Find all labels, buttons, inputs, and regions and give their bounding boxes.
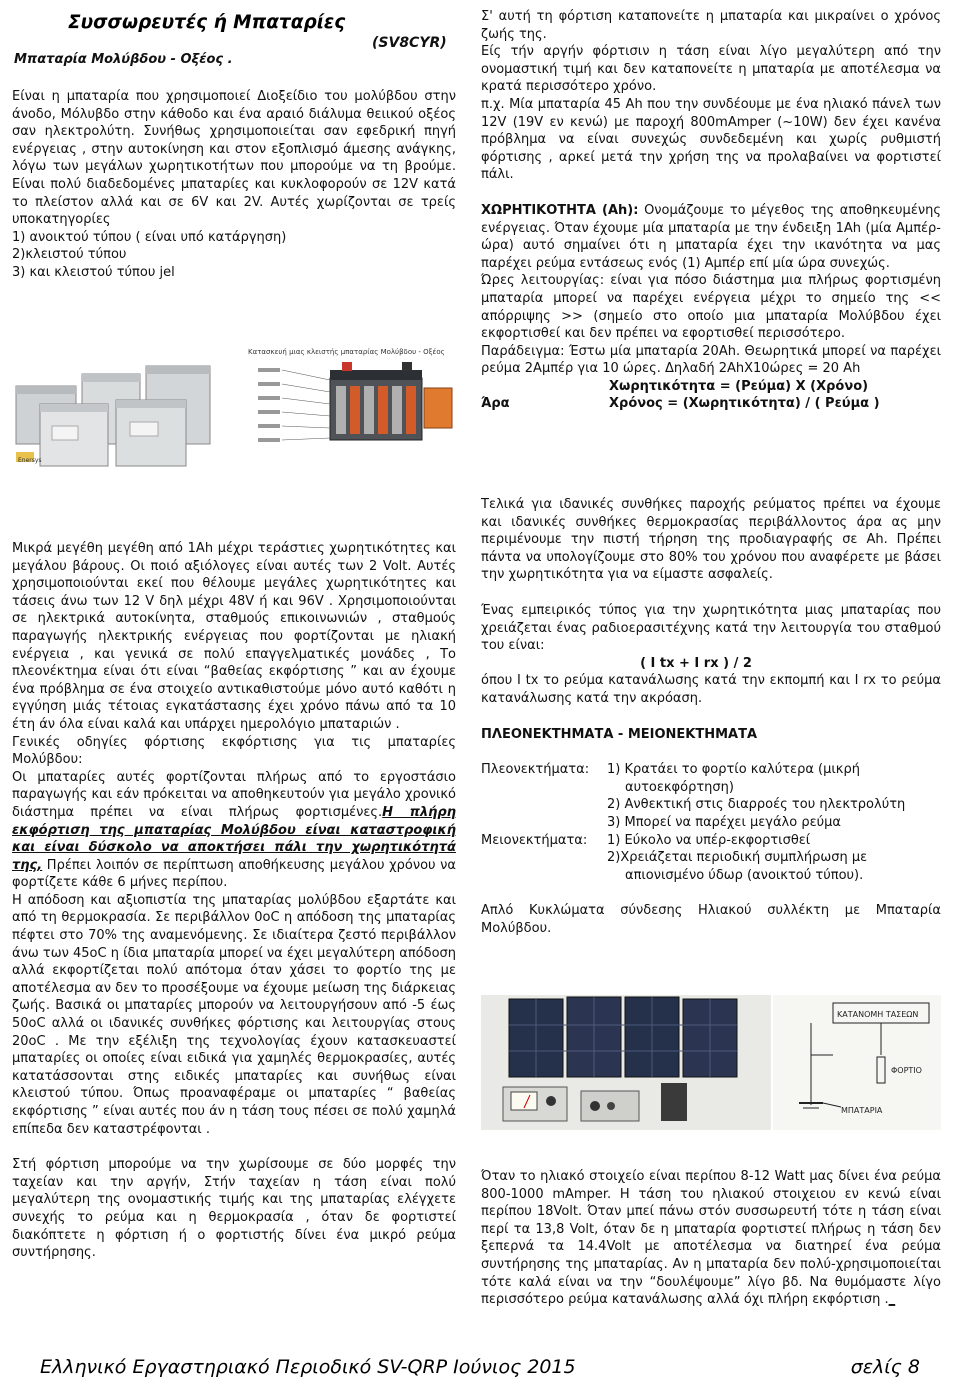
formula-legend: όπου I tx το ρεύμα κατανάλωσης κατά την εκπομπή και I rx το ρεύμα κατανάλωσης κατά την ακρόαση. (481, 673, 941, 706)
general-heading: Γενικές οδηγίες φόρτισης εκφόρτισης για τις μπαταρίες Μολύβδου: (12, 734, 456, 768)
page-number: σελίς 8 (850, 1356, 920, 1378)
ideal-conditions-paragraph: Τελικά για ιδανικές συνθήκες παροχής ρεύματος πρέπει να έχουμε και ιδανικές συνθήκες θερμοκρασίας περιβάλλοντος άρα ας μην περιμένουμε την πιστή τήρηση της προδιαγραφής σε Ah. Πρέπει πάντα να υπολογίζουμε στο 80% του χρόνου που αναφέρετε με βάσει την χωρητικότητα για να είμαστε ασφαλείς. (481, 497, 941, 583)
author-callsign: (SV8CYR) (372, 35, 447, 51)
pros-item: 3) Μπορεί να παρέχει μεγάλο ρεύμα (607, 814, 841, 830)
capacity-label: ΧΩΡΗΤΙΚΟΤΗΤΑ (Ah): (481, 202, 639, 218)
hours-paragraph: Ώρες λειτουργίας: είναι για πόσο διάστημα μια πλήρως φορτισμένη μπαταρία μπορεί να παρέχει ενέργεια μέχρι το σημείο της << απόρριψης >> (σημείο στο οποίο μια μπαταρία Μολύβδου έχει εκφορτισθεί και δεν πρέπει να εφορτισθεί περισσότερο. (481, 273, 941, 342)
pros-item: 2) Ανθεκτική στις διαρροές του ηλεκτρολύτη (607, 797, 906, 813)
time-formula: Χρόνος = (Χωρητικότητα) / ( Ρεύμα ) (609, 396, 880, 412)
example-solar-paragraph: π.χ. Μία μπαταρία 45 Ah που την συνδέουμε με ένα ηλιακό πάνελ των 12V (19V εν κενώ) με παροχή 800mAmper (~10W) δεν έχει κανένα πρόβλημα να είναι συνεχώς συνδεδεμένη και χωρίς ρυθμιστή φόρτισης , αρκεί μετά την χρήση της να προλαβαίνει να φορτιστεί πάλι. (481, 96, 941, 183)
pros-cons-heading: ΠΛΕΟΝΕΚΤΗΜΑΤΑ - ΜΕΙΟΝΕΚΤΗΜΑΤΑ (481, 726, 758, 742)
circuit-heading: Απλό Κυκλώματα σύνδεσης Ηλιακού συλλέκτη με Μπαταρία Μολύβδου. (481, 903, 941, 936)
solar-text: Όταν το ηλιακό στοιχείο είναι περίπου 8-12 Watt μας δίνει ένα ρεύμα 800-1000 mAmper. Η τάση του ηλιακού στοιχειου εν κενώ είναι περίπου 18Volt. Όταν μπεί πάνω στόν συσσωρευτή τότε η τάση είναι περί τα 13,8 Volt, όταν δε η μπαταρία φορτιστεί πλήρως η τάση δεν ξεπερνά τα 14.4Volt με αποτέλεσμα να διατηρεί ένα ρεύμα συντήρησης της μπαταρίας. Αν η μπαταρία δεν πολύ-χρησιμοποιείται τότε καλά είναι να την “δουλέψουμε” λίγο βδ. Να θυμόμαστε λίγο περισσότερο ρεύμα κατανάλωσης αλλά όχι πλήρη εκφόρτιση . (481, 1169, 941, 1308)
type-item: 1) ανοικτού τύπου ( είναι υπό κατάργηση) (12, 229, 287, 245)
type-item: 2)κλειστού τύπου (12, 247, 127, 263)
cons-item: απιονισμένο ύδωρ (ανοικτού τύπου). (625, 867, 864, 883)
pros-item: αυτοεκφόρτηση) (625, 779, 734, 795)
right-mid-block (481, 496, 941, 937)
current-formula: ( I tx + I rx ) / 2 (640, 655, 752, 671)
cons-item: 1) Εύκολο να υπέρ-εκφορτισθεί (607, 832, 811, 848)
right-bottom-block (481, 1168, 941, 1309)
left-main-block (12, 540, 456, 1262)
capacity-formula: Χωρητικότητα = (Ρεύμα) X (Χρόνο) (609, 378, 869, 394)
battery-photo (12, 330, 456, 480)
battery-icon (16, 366, 210, 466)
page-footer (40, 1356, 920, 1378)
article-title: Συσσωρευτές ή Μπαταρίες (68, 12, 346, 33)
sketch-label: ΚΑΤΑΝΟΜΗ ΤΑΣΕΩΝ (837, 1010, 919, 1019)
pros-label: Πλεονεκτήματα: (481, 762, 590, 778)
figure-brand: Enersys (18, 457, 42, 464)
solar-end: _ (888, 1292, 896, 1308)
article-subtitle: Μπαταρία Μολύβδου - Οξέος . (14, 52, 233, 67)
charging-text: Οι μπαταρίες αυτές φορτίζονται πλήρως από το εργοστάσιο παραγωγής και εάν πρόκειται να αποθηκευτούν για μεγάλο χρονικό διάστημα πρέπει να είναι πλήρως φορτισμένες. (12, 769, 456, 820)
solar-photo (481, 995, 941, 1130)
time-formula-label: Άρα (481, 396, 510, 412)
charging-advice: Πρέπει λοιπόν σε περίπτωση αποθήκευσης μεγάλου χρόνου να φορτίζετε κάθε 6 μήνες περίπου. (12, 857, 456, 891)
solar-illustration (481, 995, 941, 1130)
type-item: 3) και κλειστού τύπου jel (12, 264, 175, 280)
sketch-label: ΜΠΑΤΑΡΙΑ (841, 1106, 883, 1115)
capacity-type-paragraph: Ένας εμπειρικός τύπος για την χωρητικότητα μιας μπαταρίας που χρειάζεται ένας ραδιοερασιτέχνης κατά την λειτουργία του σταθμού του είναι: (481, 602, 941, 654)
charge-modes-paragraph: Στή φόρτιση μπορούμε να την χωρίσουμε σε δύο μορφές την ταχείαν και την αργήν, Στήν ταχείαν η τάση είναι πολύ μεγαλύτερη της ονομαστικής τιμής και της μπαταρίας ελέγχετε συνεχής το ρεύμα και η θερμοκρασία , όταν δε φορτιστεί διακόπτετε η φόρτιση ή ο φορτιστής δίνει ένα μικρό ρεύμα συντήρησης. (12, 1157, 456, 1261)
temperature-paragraph: Η απόδοση και αξιοπιστία της μπαταρίας μολύβδου εξαρτάτε και από τη θερμοκρασία. Σε περιβάλλον 0oC η απόδοση της μπαταρίας πέφτει στο 70% της αναμενόμενης. Σε ιδιαίτερα ζεστό περιβάλλον άνω των 45oC η ίδια μπαταρία μπορεί να έχει μεγαλύτερη απόδοση αλλά εκφορτίζεται πολύ απότομα όταν χάσει το φορτίο της με αποτέλεσμα αν δεν το προσέξουμε να έχουμε μείωση της διάρκειας ζωής. Βασικά οι μπαταρίες μπορούν να λειτουργήσουν από -5 έως 50oC αλλά οι ιδανικές συνθήκες φόρτισης και λειτουργίας στους 20oC . Με την εξέλιξη της τεχνολογίας έχουν κατασκευαστεί μπαταρίες οι οποίες είναι ειδικά για χαμηλές θερμοκρασίες, αυτές κατατάσσονται στης ειδικές μπαταρίες και συνήθως είναι κλειστού τύπου. Όπως προαναφέραμε οι μπαταρίες “ βαθείας εκφόρτισης ” είναι αυτές που άν η τάση τους πέσει σε πολύ χαμηλά επίπεδα δεν καταστρέφονται . (12, 892, 456, 1137)
figure-caption: Κατασκευή μιας κλειστής μπαταρίας Μολύβδου - Οξέος (248, 348, 445, 356)
capacity-paragraph (481, 202, 941, 272)
intro-paragraph: Είναι η μπαταρία που χρησιμοποιεί Διοξείδιο του μολύβδου στην άνοδο, Μόλυβδο στην κάθοδο και ένα αραιό διάλυμα θειικού οξέος σαν ηλεκτρολύτη. Συνήθως χρησιμοποιείται σαν εφεδρική πηγή ενέργειας , στην αυτοκίνηση και στον εξοπλισμό άμεσης ανάγκης, λόγω των μεγάλων χωρητικοτήτων που μπορούμε να τη βρούμε. Είναι πολύ διαδεδομένες μπαταρίες και κυκλοφορούν σε 12V κατά το πλείστον αλλά και σε 6V και 2V. Αυτές χωρίζονται σε τρείς υποκατηγορίες (12, 89, 456, 228)
pros-item: 1) Κρατάει το φορτίο καλύτερα (μικρή (607, 762, 860, 778)
deep-discharge-warning: Η πλήρη εκφόρτιση της μπαταρίας Μολύβδου είναι καταστροφική και είναι δύσκολο να αποκτήσει πάλι την χωρητικότητά της, (12, 804, 456, 873)
pros-list (481, 761, 941, 884)
cons-item: 2)Χρειάζεται περιοδική συμπλήρωση με (607, 850, 868, 866)
sizes-paragraph: Μικρά μεγέθη μεγέθη από 1Ah μέχρι τεράστιες χωρητικότητες και μεγάλου βάρους. Οι ποιό αξιόλογες είναι αυτές των 2 Volt. Αυτές χρησιμοποιούνται εκεί που θέλουμε μεγάλες χωρητικότητες και τάσεις άνω των 12 V δηλ μέχρι 48V ή και 96V . Χρησιμοποιούνται σε ηλεκτρικά αυτοκίνητα, σταθμούς επικοινωνιών , σταθμούς παραγωγής ηλεκτρικής ενέργειας που φορτίζονται με ηλιακή ενέργεια , και γενικά σε πολύ επαγγελματικές μονάδες , Το πλεονέκτημα είναι ότι είναι “βαθείας εκφόρτισης ” και αν έχουμε ένα πρόβλημα σε ένα στοιχείο αντικαθιστούμε μόνο αυτό καθότι η εγγύηση μιάς τέτοιας εγκατάστασης έχει χρόνο πάνω από τα 10 έτη άν όλα είναι καλά και υπάρχει ημερολόγιο μπαταριών . (12, 541, 456, 732)
solar-paragraph (481, 1168, 941, 1309)
left-intro-block (12, 88, 456, 282)
slow-charge-paragraph: Είς τήν αργήν φόρτισιν η τάση είναι λίγο μεγαλύτερη από την ονομαστική τιμή και δεν καταπονείτε η μπαταρία με αποτέλεσμα να κρατά περισσότερο χρόνο. (481, 44, 941, 95)
cons-label: Μειονεκτήματα: (481, 832, 588, 848)
stress-paragraph: Σ' αυτή τη φόρτιση καταπονείτε η μπαταρία και μικραίνει ο χρόνος ζωής της. (481, 9, 941, 42)
right-top-block (481, 8, 941, 413)
time-formula-line (481, 395, 941, 413)
battery-cutaway-icon (258, 362, 452, 442)
sketch-label: ΦΟΡΤΙΟ (891, 1066, 922, 1075)
charging-paragraph (12, 769, 456, 892)
capacity-text: Ονομάζουμε το μέγεθος της αποθηκευμένης ενέργειας. Όταν έχουμε μία μπαταρία με την ένδειξη 1Ah (μία Αμπέρ-ώρα) αυτό σημαίνει ότι η μπαταρία έχει την ικανότητα να μας παρέχει ρεύμα εντάσεως ενός (1) Αμπέρ επί μία ώρα συνεχώς. (481, 202, 941, 271)
example-paragraph: Παράδειγμα: Έστω μία μπαταρία 20Ah. Θεωρητικά μπορεί να παρέχει ρεύμα 2Αμπέρ για 10 ώρες. Δηλαδή 2AhX10ώρες = 20 Ah (481, 343, 941, 377)
battery-illustration (12, 330, 456, 480)
journal-name: Ελληνικό Εργαστηριακό Περιοδικό SV-QRP Ιούνιος 2015 (40, 1356, 576, 1378)
